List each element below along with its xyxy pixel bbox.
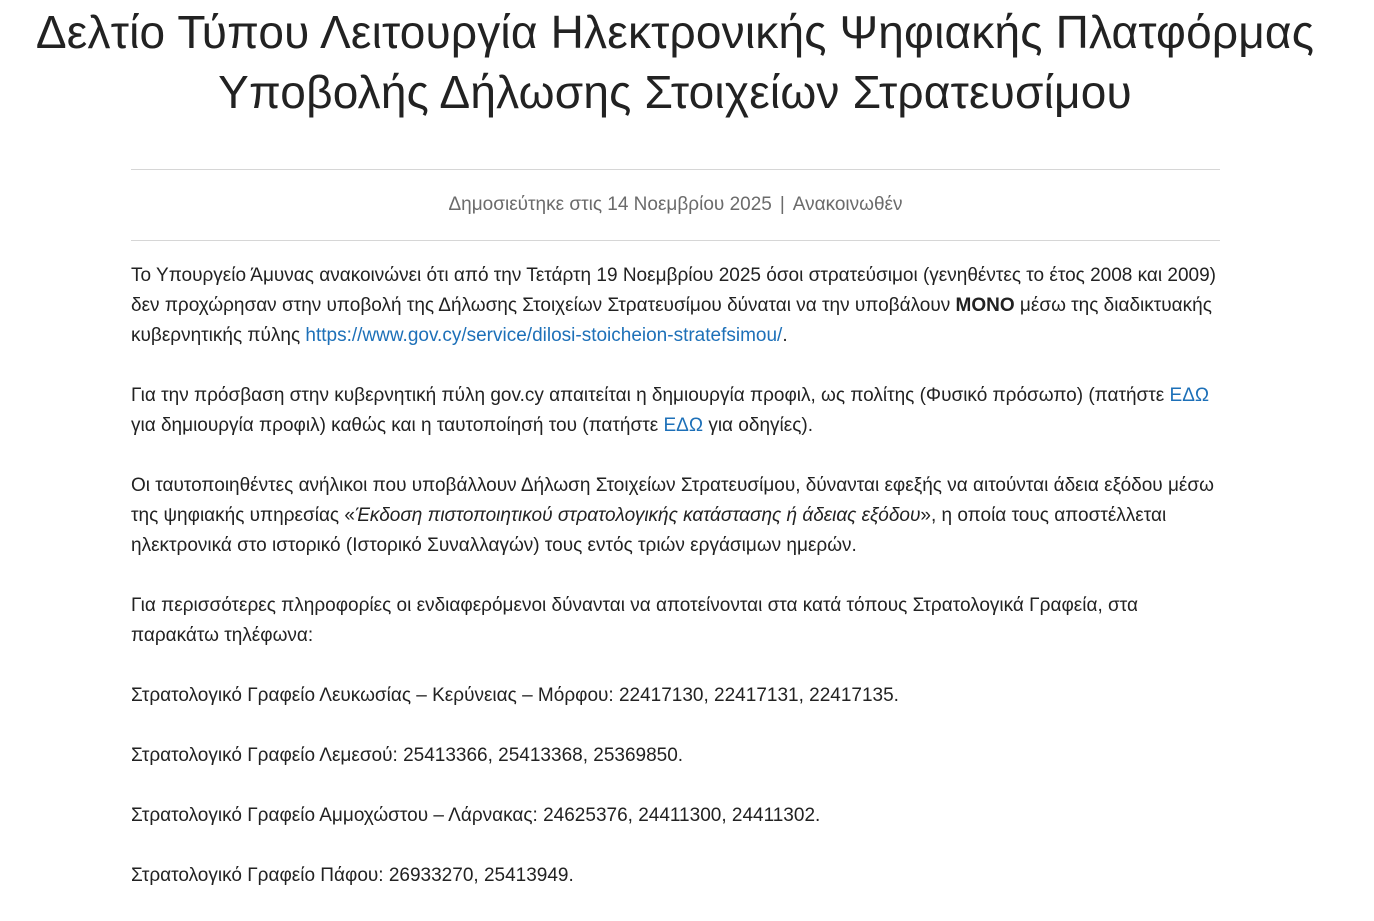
office-famagusta-larnaca: Στρατολογικό Γραφείο Αμμοχώστου – Λάρνακας: 24625376, 24411300, 24411302. bbox=[131, 805, 821, 826]
p1-text-a: Το Υπουργείο Άμυνας ανακοινώνει ότι από την Τετάρτη 19 Νοεμβρίου 2025 όσοι στρατεύσιμοι (γενηθέντες το έτος 2008 και 2009) δεν προχώρησαν στην υποβολή της Δήλωσης Στοιχείων Στρατευσίμου δύναται να την υποβάλουν bbox=[131, 265, 1216, 316]
office-paphos: Στρατολογικό Γραφείο Πάφου: 26933270, 25413949. bbox=[131, 865, 574, 886]
paragraph-access bbox=[131, 381, 1223, 441]
create-profile-link[interactable]: ΕΔΩ bbox=[1169, 385, 1210, 406]
published-date: Δημοσιεύτηκε στις 14 Νοεμβρίου 2025 bbox=[448, 194, 772, 215]
office-limassol: Στρατολογικό Γραφείο Λεμεσού: 25413366, 25413368, 25369850. bbox=[131, 745, 684, 766]
identification-instructions-link[interactable]: ΕΔΩ bbox=[663, 415, 704, 436]
meta-separator: | bbox=[779, 194, 785, 215]
bottom-divider bbox=[131, 240, 1220, 241]
paragraph-announcement bbox=[131, 261, 1223, 351]
p2-text-a: Για την πρόσβαση στην κυβερνητική πύλη gov.cy απαιτείται η δημιουργία προφιλ, ως πολίτης (Φυσικό πρόσωπο) (πατήστε bbox=[131, 385, 1170, 406]
p2-text-c: για οδηγίες). bbox=[703, 415, 813, 436]
p2-text-b: για δημιουργία προφιλ) καθώς και η ταυτοποίησή του (πατήστε bbox=[131, 415, 664, 436]
article-body bbox=[131, 261, 1223, 921]
page-title-line-2: Υποβολής Δήλωσης Στοιχείων Στρατευσίμου bbox=[218, 66, 1132, 118]
top-divider bbox=[131, 169, 1220, 170]
p3-text-a: Οι ταυτοποιηθέντες ανήλικοι που υποβάλλουν Δήλωση Στοιχείων Στρατευσίμου, δύνανται εφεξής να αιτούνται άδεια εξόδου μέσω της ψηφιακής υπηρεσίας « bbox=[131, 475, 1214, 526]
p3-text-b: », η οποία τους αποστέλλεται ηλεκτρονικά στο ιστορικό (Ιστορικό Συναλλαγών) τους εντός τριών εργάσιμων ημερών. bbox=[131, 505, 1167, 556]
p1-text-c: . bbox=[782, 325, 788, 346]
p1-text-b: μέσω της διαδικτυακής κυβερνητικής πύλης bbox=[131, 295, 1212, 346]
gov-cy-service-link[interactable]: https://www.gov.cy/service/dilosi-stoicheion-stratefsimou/ bbox=[305, 325, 783, 346]
office-nicosia: Στρατολογικό Γραφείο Λευκωσίας – Κερύνειας – Μόρφου: 22417130, 22417131, 22417135. bbox=[131, 685, 899, 706]
page-title-line-1: Δελτίο Τύπου Λειτουργία Ηλεκτρονικής Ψηφιακής Πλατφόρμας bbox=[35, 6, 1315, 58]
paragraph-exit-permit bbox=[131, 471, 1223, 561]
page-title bbox=[0, 2, 1350, 122]
p1-bold-only: ΜΟΝΟ bbox=[955, 295, 1015, 316]
category-label: Ανακοινωθέν bbox=[792, 194, 903, 215]
p3-service-name: Έκδοση πιστοποιητικού στρατολογικής κατάστασης ή άδειας εξόδου bbox=[354, 505, 921, 526]
paragraph-more-info: Για περισσότερες πληροφορίες οι ενδιαφερόμενοι δύνανται να αποτείνονται στα κατά τόπους Στρατολογικά Γραφεία, στα παρακάτω τηλέφωνα: bbox=[131, 595, 1138, 646]
publication-meta bbox=[131, 193, 1220, 217]
